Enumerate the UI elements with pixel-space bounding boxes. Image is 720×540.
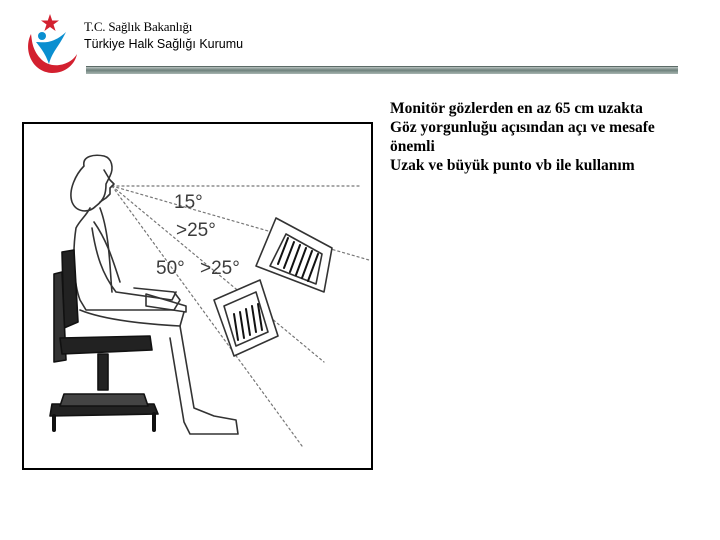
lower-monitor [214,280,278,356]
face [100,170,114,202]
ergonomic-posture-illustration [22,122,373,470]
low-range-label: >25° [200,258,240,279]
org-subname: Türkiye Halk Sağlığı Kurumu [84,37,244,51]
back-line [100,208,112,292]
org-name: T.C. Sağlık Bakanlığı [84,19,193,34]
hair [71,155,112,211]
guideline-line: Uzak ve büyük punto vb ile kullanım [390,157,635,174]
upper-monitor [256,218,332,292]
guideline-text [390,99,710,175]
eye-line-angle-label: 15° [174,192,203,213]
chest [94,222,120,282]
thigh [80,310,184,326]
lower-leg [170,326,238,434]
header-divider [86,66,678,74]
office-chair [50,250,158,430]
low-angle-label: 50° [156,258,185,279]
star-icon [41,14,59,31]
upper-range-label: >25° [176,220,216,241]
guideline-line: Monitör gözlerden en az 65 cm uzakta [390,100,643,117]
posture-drawing [24,124,371,468]
ministry-logo [22,12,78,76]
guideline-line: önemli [390,138,435,155]
guideline-line: Göz yorgunluğu açısından açı ve mesafe [390,119,655,136]
